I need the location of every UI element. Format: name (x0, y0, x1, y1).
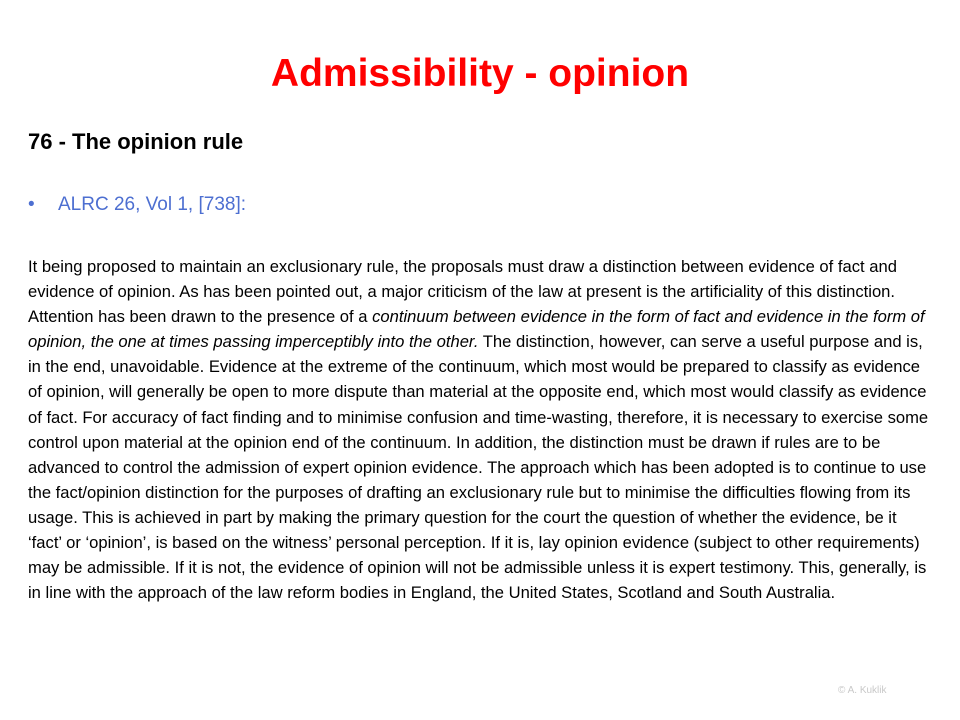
quote-text-italic: continuum between evidence in the form of fact and evidence in the form of opinion, the one at times passing imperceptibly into the other. (28, 307, 925, 352)
quote-text-start: It being proposed to maintain an exclusionary rule, the proposals must draw a distinction between evidence of fact and evidence of opinion. As has been pointed out, a major criticism of the law at present is the artificiality of this distinction. Attention has been drawn to the presence of a (28, 257, 897, 327)
copyright-notice: © A. Kuklik (838, 685, 887, 696)
slide-title: Admissibility - opinion (270, 52, 690, 95)
quote-paragraph (28, 254, 933, 605)
quote-text-end: The distinction, however, can serve a useful purpose and is, in the end, unavoidable. Evidence at the extreme of the continuum, which most would be prepared to classify as evidence of opinion, will generally be open to more dispute than material at the opposite end, which most would classify as evidence of fact. For accuracy of fact finding and to minimise confusion and time-wasting, therefore, it is necessary to exercise some control upon material at the opinion end of the continuum. In addition, the distinction must be drawn if rules are to be advanced to control the admission of expert opinion evidence. The approach which has been adopted is to continue to use the fact/opinion distinction for the purposes of drafting an exclusionary rule but to minimise the difficulties flowing from its usage. This is achieved in part by making the primary question for the court the question of whether the evidence, be it ‘fact’ or ‘opinion’, is based on the witness’ personal perception. If it is, lay opinion evidence (subject to other requirements) may be admissible. If it is not, the evidence of opinion will not be admissible unless it is expert testimony. This, generally, is in line with the approach of the law reform bodies in England, the United States, Scotland and South Australia. (28, 332, 929, 603)
bullet-text: ALRC 26, Vol 1, [738]: (58, 194, 247, 215)
bullet-item (28, 194, 246, 216)
slide-subtitle: 76 - The opinion rule (28, 129, 244, 154)
bullet-marker: • (28, 194, 35, 215)
